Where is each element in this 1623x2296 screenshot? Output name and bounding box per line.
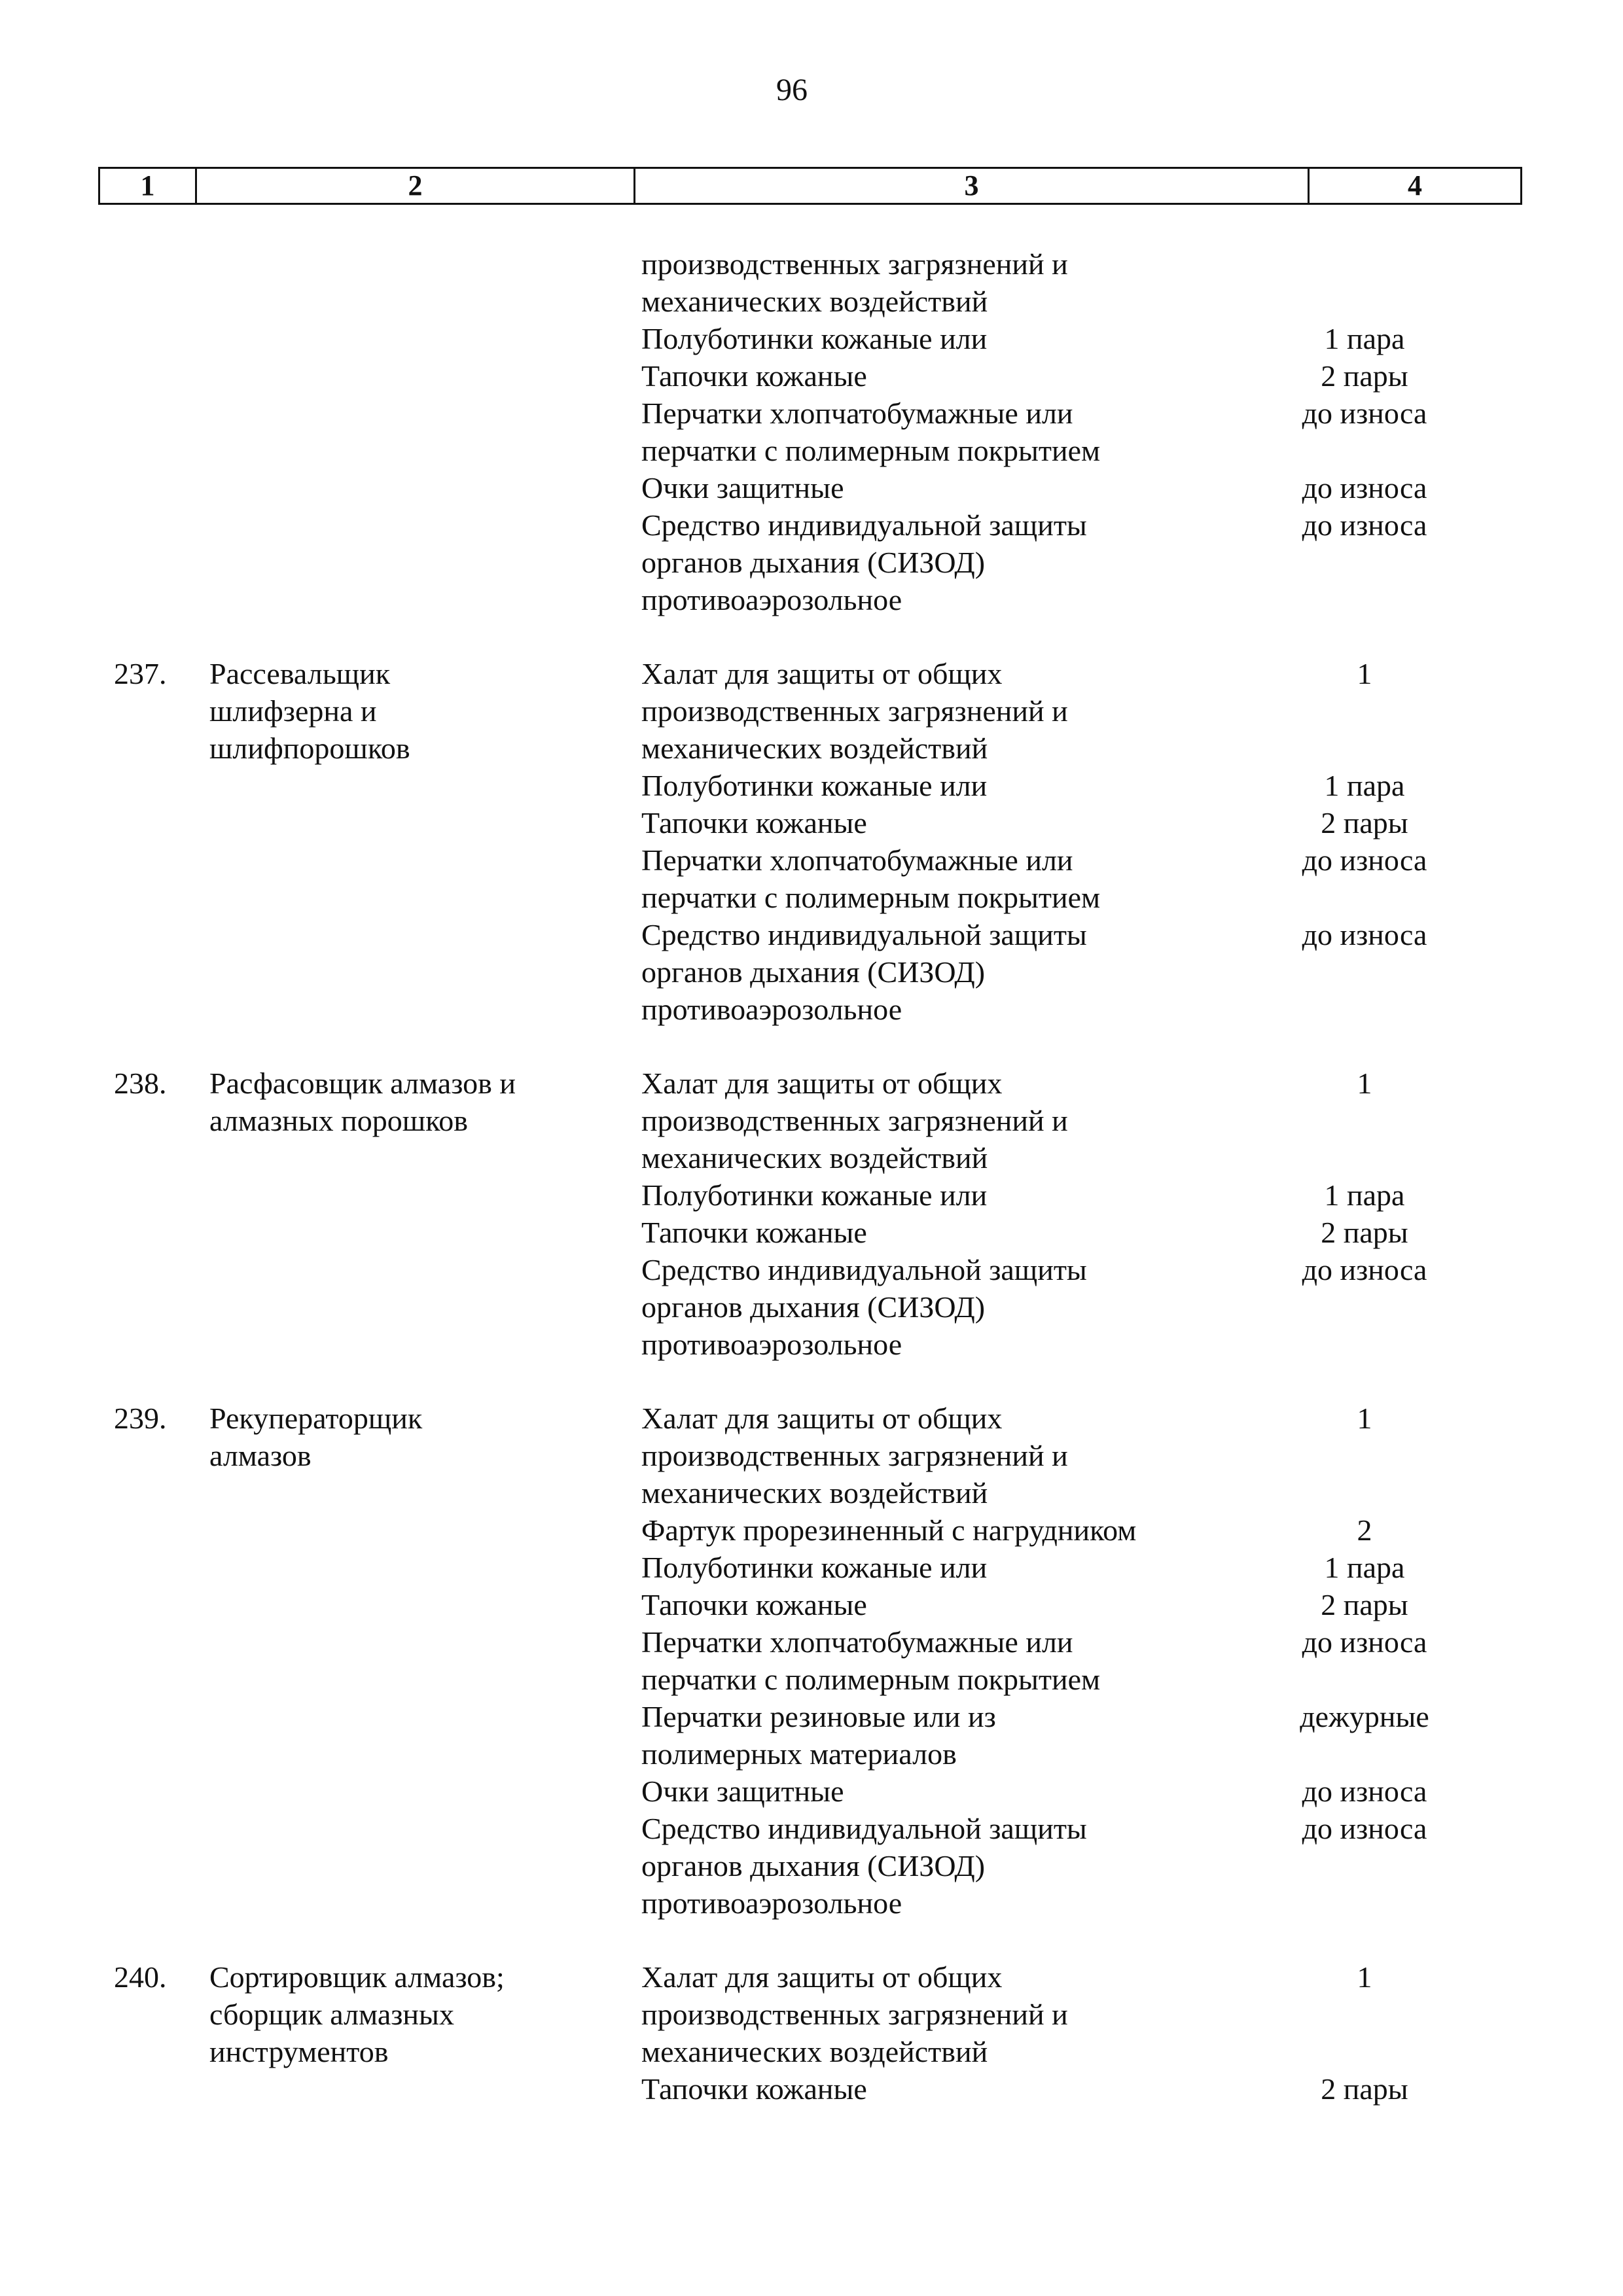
ppe-norm-line: 1 [1357, 1402, 1372, 1435]
ppe-description-line: органов дыхания (СИЗОД) [641, 1849, 986, 1882]
ppe-description-line: противоаэрозольное [641, 1328, 902, 1361]
ppe-item-description [641, 245, 1237, 320]
ppe-description-line: полимерных материалов [641, 1737, 957, 1771]
ppe-norm-line: 1 [1357, 657, 1372, 690]
ppe-item [0, 841, 1623, 916]
ppe-norm-line: 1 пара [1324, 769, 1405, 802]
ppe-norm-line: до износа [1302, 843, 1427, 877]
ppe-description-line: органов дыхания (СИЗОД) [641, 1290, 986, 1324]
column-header-2: 2 [197, 169, 635, 203]
ppe-item-description [641, 841, 1237, 916]
ppe-norm-line: до износа [1302, 1812, 1427, 1845]
profession-title-line: инструментов [209, 2035, 389, 2068]
ppe-norm-line [1237, 991, 1492, 1028]
ppe-norm-line [1237, 1288, 1492, 1326]
ppe-norm-line: 2 пары [1321, 1216, 1408, 1249]
profession-title-line: шлифпорошков [209, 732, 410, 765]
table-row [0, 1400, 1623, 1922]
ppe-item [0, 1810, 1623, 1922]
ppe-norm-line: до износа [1302, 918, 1427, 951]
ppe-item-norm [1237, 1773, 1492, 1810]
ppe-description-line: Полуботинки кожаные или [641, 769, 988, 802]
ppe-item [0, 320, 1623, 357]
table-body [0, 245, 1623, 2144]
ppe-description-line: производственных загрязнений и [641, 1998, 1068, 2031]
column-header-1: 1 [100, 169, 197, 203]
ppe-item-norm [1237, 469, 1492, 506]
ppe-norm-line [1237, 1139, 1492, 1176]
table-row [0, 1065, 1623, 1363]
ppe-norm-line: 1 [1357, 1960, 1372, 1994]
ppe-description-line: Халат для защиты от общих [641, 657, 1003, 690]
ppe-item-description [641, 506, 1237, 618]
ppe-description-line: Средство индивидуальной защиты [641, 508, 1087, 542]
ppe-description-line: противоаэрозольное [641, 583, 902, 616]
ppe-description-line: Тапочки кожаные [641, 1216, 867, 1249]
ppe-norm-line [1237, 692, 1492, 730]
ppe-item-description [641, 320, 1237, 357]
page-number: 96 [776, 73, 808, 107]
ppe-norm-line: до износа [1302, 397, 1427, 430]
ppe-norm-line [1237, 1996, 1492, 2033]
ppe-item-description [641, 1176, 1237, 1214]
ppe-description-line: механических воздействий [641, 1476, 988, 1510]
profession-title-line: шлифзерна и [209, 694, 377, 728]
ppe-description-line: Очки защитные [641, 1775, 844, 1808]
ppe-item-description [641, 469, 1237, 506]
ppe-norm-line [1237, 245, 1492, 283]
ppe-item-description [641, 1586, 1237, 1623]
ppe-item-norm [1237, 804, 1492, 841]
ppe-norm-line: 1 пара [1324, 1178, 1405, 1212]
ppe-norm-line [1237, 879, 1492, 916]
ppe-description-line: перчатки с полимерным покрытием [641, 434, 1101, 467]
ppe-item-norm [1237, 1511, 1492, 1549]
ppe-norm-line [1237, 1884, 1492, 1922]
profession-title [209, 1065, 602, 1139]
ppe-description-line: Фартук прорезиненный с нагрудником [641, 1513, 1137, 1547]
ppe-item-norm [1237, 1214, 1492, 1251]
ppe-item [0, 804, 1623, 841]
ppe-description-line: механических воздействий [641, 732, 988, 765]
ppe-item-description [641, 395, 1237, 469]
ppe-item-description [641, 767, 1237, 804]
ppe-item-norm [1237, 245, 1492, 320]
ppe-norm-line: до износа [1302, 1775, 1427, 1808]
ppe-item-description [641, 1251, 1237, 1363]
ppe-norm-line [1237, 730, 1492, 767]
ppe-norm-line [1237, 2033, 1492, 2070]
profession-title-line: Рекуператорщик [209, 1402, 423, 1435]
ppe-item-norm [1237, 1810, 1492, 1922]
ppe-norm-line: 2 пары [1321, 359, 1408, 393]
ppe-norm-line: до износа [1302, 508, 1427, 542]
ppe-norm-line: 1 пара [1324, 1551, 1405, 1584]
ppe-item [0, 1176, 1623, 1214]
ppe-item [0, 2070, 1623, 2108]
ppe-description-line: Халат для защиты от общих [641, 1402, 1003, 1435]
ppe-item-norm [1237, 1176, 1492, 1214]
ppe-norm-line: до износа [1302, 1625, 1427, 1659]
ppe-item-description [641, 2070, 1237, 2108]
ppe-item-description [641, 1214, 1237, 1251]
ppe-item-norm [1237, 1586, 1492, 1623]
ppe-item-description [641, 1623, 1237, 1698]
ppe-item-norm [1237, 357, 1492, 395]
ppe-item-norm [1237, 841, 1492, 916]
ppe-item-description [641, 1400, 1237, 1511]
ppe-item [0, 395, 1623, 469]
ppe-item [0, 767, 1623, 804]
ppe-description-line: Полуботинки кожаные или [641, 1178, 988, 1212]
ppe-description-line: производственных загрязнений и [641, 247, 1068, 281]
ppe-item-norm [1237, 1698, 1492, 1773]
ppe-item-description [641, 357, 1237, 395]
column-header-4: 4 [1408, 169, 1422, 202]
ppe-norm-line: 1 [1357, 1067, 1372, 1100]
ppe-description-line: механических воздействий [641, 1141, 988, 1174]
ppe-item-description [641, 1065, 1237, 1176]
profession-title-line: Рассевальщик [209, 657, 391, 690]
ppe-description-line: Тапочки кожаные [641, 359, 867, 393]
ppe-item-description [641, 916, 1237, 1028]
ppe-description-line: Перчатки хлопчатобумажные или [641, 1625, 1073, 1659]
ppe-norm-line [1237, 1474, 1492, 1511]
ppe-item-norm [1237, 916, 1492, 1028]
column-header-row [98, 167, 1522, 205]
ppe-item-description [641, 1810, 1237, 1922]
ppe-item-description [641, 1511, 1237, 1549]
ppe-norm-line: 2 пары [1321, 806, 1408, 839]
ppe-item [0, 506, 1623, 618]
profession-title [209, 1400, 602, 1474]
ppe-description-line: перчатки с полимерным покрытием [641, 1663, 1101, 1696]
ppe-description-line: Перчатки хлопчатобумажные или [641, 397, 1073, 430]
ppe-description-line: механических воздействий [641, 285, 988, 318]
ppe-item-norm [1237, 1251, 1492, 1363]
ppe-norm-line [1237, 1437, 1492, 1474]
ppe-item-norm [1237, 1549, 1492, 1586]
ppe-item [0, 245, 1623, 320]
ppe-description-line: Халат для защиты от общих [641, 1067, 1003, 1100]
ppe-description-line: перчатки с полимерным покрытием [641, 881, 1101, 914]
ppe-item-description [641, 655, 1237, 767]
entry-number: 238. [114, 1067, 167, 1100]
ppe-description-line: Средство индивидуальной защиты [641, 1812, 1087, 1845]
profession-title [209, 1958, 602, 2070]
ppe-item-norm [1237, 1400, 1492, 1511]
profession-title-line: алмазных порошков [209, 1104, 468, 1137]
ppe-description-line: органов дыхания (СИЗОД) [641, 955, 986, 989]
ppe-description-line: Перчатки резиновые или из [641, 1700, 996, 1733]
ppe-item-norm [1237, 767, 1492, 804]
ppe-norm-line [1237, 1326, 1492, 1363]
ppe-item [0, 1549, 1623, 1586]
ppe-item-norm [1237, 655, 1492, 767]
ppe-norm-line [1237, 953, 1492, 991]
ppe-item [0, 357, 1623, 395]
profession-title [209, 655, 602, 767]
ppe-item [0, 1214, 1623, 1251]
ppe-item-description [641, 1549, 1237, 1586]
ppe-description-line: Халат для защиты от общих [641, 1960, 1003, 1994]
ppe-item-norm [1237, 1623, 1492, 1698]
ppe-description-line: Тапочки кожаные [641, 806, 867, 839]
column-header-3: 3 [635, 169, 1310, 203]
ppe-description-line: Тапочки кожаные [641, 1588, 867, 1621]
ppe-item [0, 1251, 1623, 1363]
ppe-item [0, 1586, 1623, 1623]
ppe-item-norm [1237, 1065, 1492, 1176]
ppe-item-description [641, 1773, 1237, 1810]
ppe-norm-line [1237, 432, 1492, 469]
ppe-norm-line: 2 пары [1321, 1588, 1408, 1621]
profession-title-line: сборщик алмазных [209, 1998, 454, 2031]
entry-number: 239. [114, 1402, 167, 1435]
ppe-norm-line: дежурные [1300, 1700, 1429, 1733]
ppe-description-line: Полуботинки кожаные или [641, 1551, 988, 1584]
ppe-description-line: Средство индивидуальной защиты [641, 918, 1087, 951]
ppe-norm-line [1237, 283, 1492, 320]
profession-title-line: Расфасовщик алмазов и [209, 1067, 516, 1100]
ppe-item-description [641, 1958, 1237, 2070]
ppe-item [0, 1511, 1623, 1549]
ppe-norm-line [1237, 544, 1492, 581]
ppe-norm-line: до износа [1302, 1253, 1427, 1286]
ppe-description-line: Средство индивидуальной защиты [641, 1253, 1087, 1286]
entry-number: 237. [114, 657, 167, 690]
ppe-description-line: органов дыхания (СИЗОД) [641, 546, 986, 579]
ppe-norm-line [1237, 1661, 1492, 1698]
ppe-item-norm [1237, 2070, 1492, 2108]
table-row [0, 1958, 1623, 2108]
ppe-description-line: Полуботинки кожаные или [641, 322, 988, 355]
ppe-norm-line: 2 [1357, 1513, 1372, 1547]
table-row [0, 655, 1623, 1028]
ppe-norm-line: 1 пара [1324, 322, 1405, 355]
profession-title-line: алмазов [209, 1439, 312, 1472]
ppe-description-line: Перчатки хлопчатобумажные или [641, 843, 1073, 877]
ppe-description-line: производственных загрязнений и [641, 1439, 1068, 1472]
ppe-description-line: противоаэрозольное [641, 1886, 902, 1920]
ppe-item-norm [1237, 395, 1492, 469]
ppe-item-norm [1237, 1958, 1492, 2070]
ppe-norm-line: до износа [1302, 471, 1427, 504]
ppe-norm-line [1237, 1102, 1492, 1139]
ppe-description-line: Тапочки кожаные [641, 2072, 867, 2106]
ppe-item-description [641, 1698, 1237, 1773]
ppe-description-line: противоаэрозольное [641, 993, 902, 1026]
ppe-item [0, 1773, 1623, 1810]
ppe-norm-line [1237, 581, 1492, 618]
ppe-description-line: Очки защитные [641, 471, 844, 504]
ppe-item [0, 1698, 1623, 1773]
ppe-norm-line [1237, 1847, 1492, 1884]
ppe-item-description [641, 804, 1237, 841]
ppe-item [0, 916, 1623, 1028]
table-row [0, 245, 1623, 618]
ppe-item-norm [1237, 506, 1492, 618]
ppe-description-line: производственных загрязнений и [641, 1104, 1068, 1137]
ppe-norm-line [1237, 1735, 1492, 1773]
ppe-item-norm [1237, 320, 1492, 357]
profession-title-line: Сортировщик алмазов; [209, 1960, 505, 1994]
ppe-description-line: механических воздействий [641, 2035, 988, 2068]
ppe-description-line: производственных загрязнений и [641, 694, 1068, 728]
ppe-item [0, 469, 1623, 506]
ppe-item [0, 1623, 1623, 1698]
ppe-norm-line: 2 пары [1321, 2072, 1408, 2106]
entry-number: 240. [114, 1960, 167, 1994]
